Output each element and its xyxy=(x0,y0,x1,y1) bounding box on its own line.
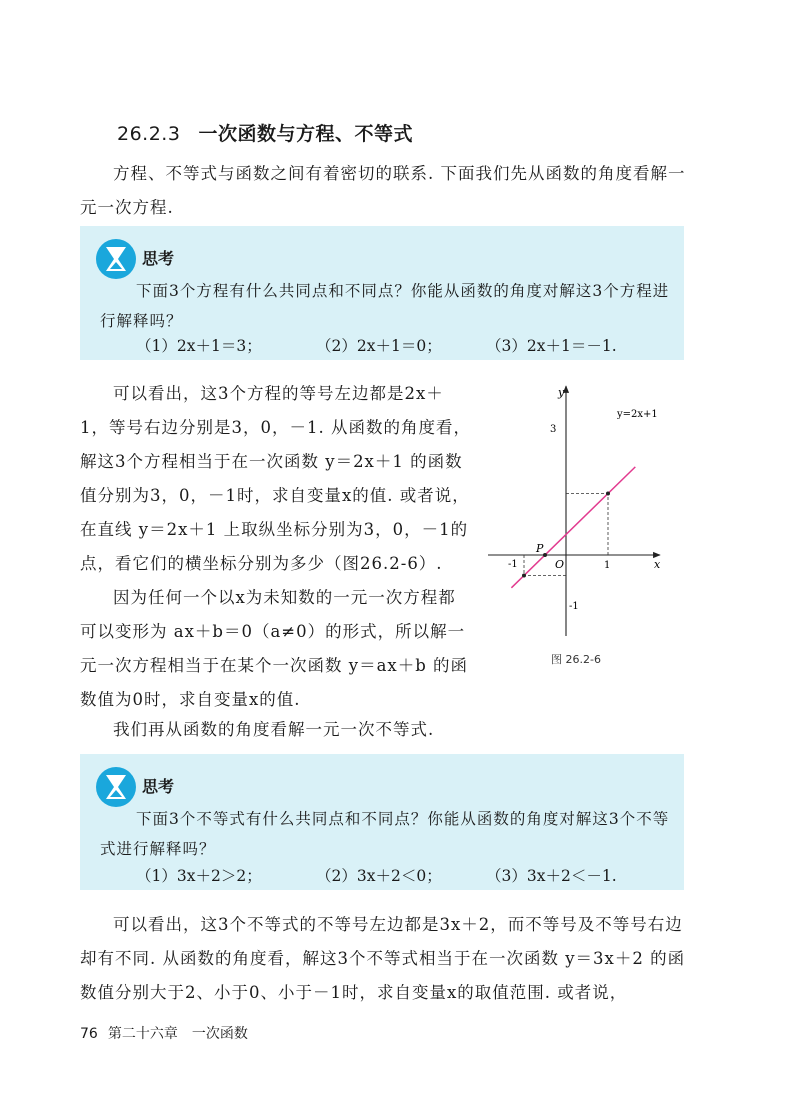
inequality-item: （1）3x＋2＞2； xyxy=(136,867,262,885)
think-title: 思考 xyxy=(142,249,175,268)
inequality-item: （2）3x＋2＜0； xyxy=(316,867,442,885)
think-icon xyxy=(95,766,137,808)
graph-point xyxy=(543,553,547,557)
tick-label-ym1: -1 xyxy=(569,601,579,612)
section-number: 26.2.3 xyxy=(117,123,181,145)
paragraph-1: 可以看出，这3个方程的等号左边都是2x＋1，等号右边分别是3，0，－1. 从函数的角度看，解这3个方程相当于在一次函数 y＝2x＋1 的函数值分别为3，0，－1时，求自变量x的值. 或者说，在直线 y＝2x＋1 上取纵坐标分别为3，0，－1的点，看它们的横坐标分别为多少（图26.2-6）. xyxy=(80,384,471,573)
point-p-label: P xyxy=(536,542,544,555)
think-title: 思考 xyxy=(142,777,175,796)
paragraph-3: 可以看出，这3个不等式的不等号左边都是3x＋2，而不等号及不等号右边却有不同. 从函数的角度看，解这3个不等式相当于在一次函数 y＝3x＋2 的函数值分别大于2、小于0、小于－1时，求自变量x的取值范围. 或者说， xyxy=(80,915,686,1002)
think-question: 下面3个方程有什么共同点和不同点？你能从函数的角度对解这3个方程进行解释吗？ xyxy=(100,282,670,330)
figure-26-2-6 xyxy=(484,378,668,640)
graph-point xyxy=(606,492,610,496)
page-number: 76 xyxy=(80,1026,98,1042)
tick-label-y3: 3 xyxy=(550,424,557,435)
transition-line: 我们再从函数的角度看解一元一次不等式. xyxy=(113,720,435,739)
chapter-number: 第二十六章 xyxy=(107,1026,178,1042)
paragraph-2: 因为任何一个以x为未知数的一元一次方程都可以变形为 ax＋b＝0（a≠0）的形式，所以解一元一次方程相当于在某个一次函数 y＝ax＋b 的函数值为0时，求自变量x的值. xyxy=(80,588,469,709)
think-box-inequalities xyxy=(80,754,684,890)
intro-paragraph: 方程、不等式与函数之间有着密切的联系. 下面我们先从函数的角度看解一元一次方程. xyxy=(80,164,686,217)
origin-label: O xyxy=(555,558,565,571)
inequality-item: （3）3x＋2＜－1. xyxy=(486,867,617,885)
equation-item: （3）2x＋1＝－1. xyxy=(486,337,617,355)
equation-item: （1）2x＋1＝3； xyxy=(136,337,262,355)
tick-label-x1: 1 xyxy=(604,560,611,571)
section-heading xyxy=(117,119,413,146)
think-icon xyxy=(95,238,137,280)
figure-caption: 图 26.2-6 xyxy=(551,653,601,666)
y-axis-label: y xyxy=(558,386,565,399)
think-box-equations xyxy=(80,226,684,360)
section-title: 一次函数与方程、不等式 xyxy=(198,123,413,145)
graph-point xyxy=(522,574,526,578)
think-question: 下面3个不等式有什么共同点和不同点？你能从函数的角度对解这3个不等式进行解释吗？ xyxy=(100,810,670,858)
chapter-title: 一次函数 xyxy=(191,1026,248,1042)
line-label: y=2x+1 xyxy=(617,409,658,420)
body-text-equations xyxy=(80,377,472,717)
tick-label-xm1: -1 xyxy=(508,559,518,570)
x-axis-label: x xyxy=(654,558,661,571)
function-line xyxy=(511,467,635,588)
equation-item: （2）2x＋1＝0； xyxy=(316,337,442,355)
page-footer xyxy=(80,1023,248,1043)
